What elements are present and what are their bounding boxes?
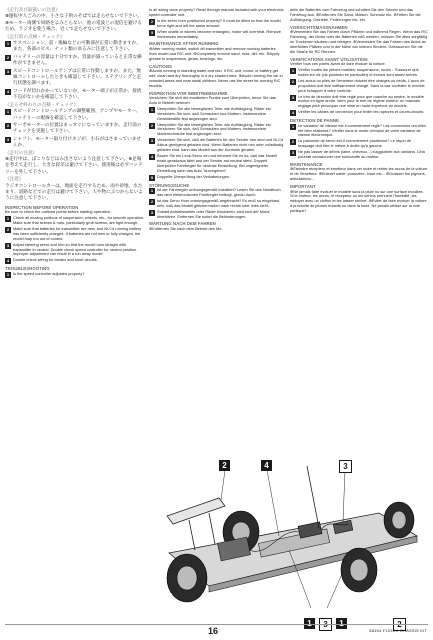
list-item-text: サーボモーターの位置はまっすぐになっていますか。走行前のチェックを実施して下さい。 [13,122,142,135]
paragraph: ⊕Avoid running in standing water and rain. If R/C unit, motor, or battery get wet, clean and dry thoroughly in a dry shaded area. ⊕Avoid running the car in crowded areas and near small children. Never use the street for running R/C models. [149,67,283,88]
list-item-text: Is the servo horn positioned properly? It must be fitted so that the model turns right and left the same amount. [157,17,281,28]
paragraph: ⊕Entfernen Sie nach dem Betrieb des Mo- [149,225,223,231]
list-item-text: Sobald Antriebswellen oder Räder blockieren, wird sich der Motor überhitzen. Entfernen Sie sofort die Behinderungen. [157,208,270,219]
step-number-badge: 4 [291,110,295,116]
list-item [5,41,145,54]
list-item [290,95,428,110]
en-checklist [5,216,145,264]
list-item [149,123,284,138]
list-item [5,69,145,88]
jp-heading-running-caution: 《走行及び取扱いの注意》 [5,8,61,13]
list-item-text: Le variateur de vitesse est-il correctement réglé? Les connexions ont-elles été bien réalisées? Vérifier dans le mode d'emploi de votre variateur de vitesse électronique. [298,122,427,138]
jp-heading-driving-notes: 《走行の注意》 [5,150,38,156]
list-item-text: Versichern Sie sich, daß die Batterien für den Sender neu sind und Ni-Cd Akkus genügend geladen sind. Wenn Batterien nicht neu oder vollständig geladen sind, kann das Modell aus der Kontrolle geraten. [157,137,284,153]
step-number-badge: 2 [6,226,10,232]
list-item-text: Ist das Servo Horn ordnungsgemäß angebracht? Es muß so eingebaut sein, daß das Modell gleichermaßen nach rechts oder links zieht. [157,197,280,208]
paragraph: dells die Batterien vom Fahrzeug und schalten Sie den Sender und das Fahrzeug aus. ⊕Entfernen Sie Sand, Matsch, Schmutz etc. ⊕Fetten Sie die Aufhängung, Getriebe, Federungen etc. ein. [290,7,421,22]
step-number-badge: 1 [150,106,154,112]
list-item-text: Check all moving portions of suspension, wheels, etc., for smooth operation. Make sure that screws & nuts, particularly grub screws, are tight enough. [13,215,145,225]
heading-stoerungssuche: STÖRUNGSSUCHE [149,182,190,188]
list-item-text: コードが切れかかっていないか、モーター端子が正常か、接続不良がないかを確認して下さい。 [13,88,142,101]
list-item-text: Ist der Fahrtregler ordnungsgemäß installiert? Lesen Sie das Handbuch, das dem elektronischen Fahrtregler beiliegt, genau durch. [157,187,282,197]
list-item [149,188,284,198]
chassis-drawing [149,458,428,618]
callout-number: 1 [336,618,347,629]
heading-wartung: WARTUNG NACH DEM FAHREN [149,221,216,227]
list-item-text: Bauen Sie ein Lenk-Servo ein und trimmen Sie es so, daß das Modell exakt geradeaus fährt und der Sender auf neutral steht. Doppelt überprüfen Fahrtregler für neutrale Einstellung. Bei ungeeigneter Einstellung kann das Auto "durchgehen". [157,152,278,173]
step-number-badge: 3 [291,150,295,156]
paragraph: ⊕Eteindre récepteur et émetteur dans cet ordre et retirer les accus de la voiture et de l'émetteur. ⊕Enlever sable, poussière, boue etc... ⊕Graisser les pignons, articulations... [290,166,428,182]
list-item [5,55,145,68]
step-number-badge: 1 [6,216,10,222]
column-right [290,8,428,215]
step-number-badge: 4 [150,153,154,159]
troubleshooting-list-continued [149,19,284,40]
step-number-badge: 3 [150,29,154,35]
jp-checklist [5,41,145,102]
list-item-text: スピードコントロールアンプの調整範囲、アンプやモーター、バッテリーの配線を確認して下さい。 [13,109,141,121]
list-item-text: バッテリーの容量は十分ですか。容量が減っていると正常な操作ができません。 [13,54,142,67]
paragraph: Be sure to check the outlined points before starting operation. [5,209,111,215]
step-number-badge: 3 [291,94,295,100]
page-number: 16 [208,626,219,636]
list-item [149,210,284,220]
step-number-badge: 2 [150,122,154,128]
step-number-badge: 1 [291,123,295,129]
list-item [5,109,145,122]
step-number-badge: 4 [6,258,10,264]
heading-troubleshooting: TROUBLESHOOTING [5,266,50,272]
heading-maintenance-fr: MAINTENANCE [290,161,323,167]
jp-paragraph: ⊕運転中人ごみの中、小さな子供のそばでは走らせないで下さい。⊕モーター両側で回路をよみとらない、他の電波との混信を避けるため、ラジオを使う場合、近くで走らせないで下さい。 [5,14,142,33]
step-number-badge: 2 [6,54,10,60]
list-item-text: Le palonnier de servo est-il correctement positionné? Le rayon de braquage doit être le même à droite qu'à gauche. [298,138,412,149]
list-item [149,19,284,29]
step-number-badge: 1 [6,41,10,47]
footer-divider [5,624,428,625]
list-item [5,227,145,242]
list-item-text: Is the speed controller adjusted properly? [13,270,85,276]
list-item [290,79,428,94]
list-item [149,175,284,181]
paragraph: ⊕Vermeiden Sie das Fahren durch Pfützen und während Regen. Wenn das R/C Fahrzeug, der Motor oder die Batterien naß werden, müssen Sie alles sorgfältig im Trockenen säubern und reinigen. ⊕Vermeiden Sie das Fahren des Autos an überfüllten Plätzen und in der Nähe von kleinen Kindern. Gebrauchen Sie nie die Straße für RC Rennen. [290,29,428,54]
heading-inspektion: INSPEKTION VOR INBETRIEBNAHME [149,90,228,96]
list-item-text: Überprüfen Sie alle beweglichen Teile, wie Aufhängung, Räder etc. Versichern Sie sich, daß Schrauben und Muttern, insbesondere Gewindestifte fest angezogen sind. [157,105,272,121]
column-left [5,8,145,279]
list-item [5,243,145,258]
list-item [290,110,428,116]
jp-checklist-2 [5,109,145,149]
step-number-badge: 3 [6,242,10,248]
heading-cautions: CAUTIONS [149,63,172,69]
list-item-text: スピードコントロールアンプは正常に作動しますか。また、無線コントロールしたときも確認して下さい。ステアリングと走行状態を調べます。 [13,68,142,87]
step-number-badge: 5 [150,174,154,180]
list-item-text: Adjust steering servo and trim so that the model runs straight with transmitter in neutral. Double check speed controller for neutral position. Improper adjustment can result in a run away model. [13,241,138,257]
jp-paragraph: ラジオコントロールカーは、地面を走行するため、雨や砂地、水たまり、道路などでの走行は避けて下さい。人や物にぶつからないように注意して下さい。 [5,183,143,202]
list-item [5,272,145,278]
de-troubleshooting-list [149,188,284,219]
list-item [290,139,428,149]
list-item [149,30,284,40]
list-item [149,107,284,122]
chassis-illustration [149,458,428,618]
jp-heading-pre-check: 《走行前の点検・チェック》 [5,34,65,40]
fr-troubleshooting-list [290,124,428,160]
step-number-badge: 3 [150,138,154,144]
de-checklist [149,107,284,181]
list-item-text: Double check wiring for breaks and short circuits. [13,257,98,263]
paragraph: ⊕Ne jamais faire évoluer le modèle sous la pluie ou sur une surface mouillée. Si le moteur, les accus, le récepteur ou les servos prennent l'humidité, les nettoyer avec un chiffon et les laisser sécher. ⊕Eviter de faire évoluer la voiture à proximité de jeunes enfants ou dans la foule. Ne jamais utiliser sur la voie publique! [290,188,427,214]
step-number-badge: 2 [291,139,295,145]
step-number-badge: 2 [6,122,10,128]
list-item [290,68,428,78]
list-item [290,124,428,139]
list-item-text: Les accus ou piles de l'émetteur doivent être chargés ou neufs. L'accu de propulsion doit être suffisamment chargé. Sans la cas contraire le modèle peut échapper à votre contrôle. [298,77,425,93]
list-item [5,137,145,150]
list-item-text: Vérifier les câbles de connexion pour éviter les ruptures et courts-circuits. [298,109,425,115]
column-middle [149,8,284,233]
heading-important: IMPORTANT [290,184,316,190]
step-number-badge: 2 [291,78,295,84]
step-number-badge: 4 [6,88,10,94]
list-item [290,150,428,160]
list-item [5,89,145,102]
list-item-text: Le trim de direction doit être réglé pour que manche au neutre, le modèle évolue en ligne droite. Idem pour le trim de régime moteur: un mauvais réglage peut provoquer une mise en route imprévue du modèle. [298,93,424,109]
step-number-badge: 1 [291,67,295,73]
list-item-text: シャフト、モーター取り付けネジが、小石がはさまっていませんか。 [13,136,141,149]
list-item-text: Doppelte Überprüfung der Verkabelungen. [157,173,231,179]
callout-number: 3 [319,618,332,631]
list-item [149,154,284,174]
list-item-text: サスペンション、前・後輪などの可動部が正常に動きますか。また、各部のビス、ナット類のゆるみに注意して下さい。 [13,41,141,53]
paragraph: Is all wiring done properly? Read through manual included with your electronic speed controller unit. [149,7,284,17]
list-item-text: Ne pas laisser de débris (laine, cheveux...) s'agglutiner aux cardans. Cela pourrait occasionner une surchauffe du moteur. [298,149,425,160]
list-item [149,199,284,209]
list-item [5,123,145,136]
heading-verifications: VERIFICATIONS AVANT UTILISATION [290,56,368,62]
jp-heading-post-check: 《走らせ終わりの点検・チェック》 [5,102,79,108]
heading-maintenance-after-running: MAINTENANCE AFTER RUNNING [149,41,219,47]
list-item-text: Vérifier toutes les pièces mobiles: suspensions, roues... S'assurer que toutes les vis (vis pointeau en particulier) et écrous sont assez serrés. [298,66,419,77]
step-number-badge: 2 [150,18,154,24]
list-item-text: When shafts or wheels become entangled, motor will overheat. Remove hindrances immediately. [157,28,281,39]
heading-vorsichtsmassnahmen: VORSICHTSMASSNAHMEN [290,24,348,30]
callout-number: 2 [219,460,230,471]
list-item [5,216,145,226]
step-number-badge: 1 [6,109,10,115]
callout-number: 4 [261,460,272,471]
model-code: 58194 F103RX CHASSIS KIT [369,628,427,633]
fr-checklist [290,68,428,116]
callout-number: 3 [339,460,352,473]
jp-heading-notes: 《注意》 [5,177,24,183]
callout-number: 2 [393,618,406,631]
paragraph: Vérifier tous ces points avant de faire évoluer la voiture. [290,61,386,67]
heading-inspection-before-operation: INSPECTION BEFORE OPERATION [5,204,79,210]
jp-paragraph: ⊕走行中は、ぼこりなどはみ出さないよう注意して下さい。⊕足場を考えて走行し、大きな段差は避けて下さい。使用後は必ずバッテリーを外して下さい。 [5,156,143,175]
step-number-badge: 3 [6,136,10,142]
heading-detection-de-panne: DETECTION DE PANNE [290,118,339,124]
step-number-badge: 3 [6,68,10,74]
step-number-badge: 3 [150,209,154,215]
list-item-text: Überprüfen Sie alle beweglichen Teile, wie Aufhängung, Räder etc. Versichern Sie sich, daß Schrauben und Muttern, insbesondere Madenschraube fest angezogen sind. [157,121,272,137]
list-item [149,138,284,153]
callout-number: 1 [304,618,315,629]
paragraph: Versichern Sie sich die erwähnten Punkte zum Überprüfen, bevor Sie das Auto in Betrieb nehmen. [149,95,276,105]
list-item [5,258,145,264]
step-number-badge: 1 [6,271,10,277]
en-troubleshooting-list [5,272,145,278]
list-item-text: Make sure that batteries for transmitter are new, and Ni-Cd running battery has been sufficiently charged. If batteries are not new or fully charged, the model may run out of control. [13,225,142,241]
step-number-badge: 1 [150,188,154,193]
paragraph: ⊕After running model, switch off transmitter and remove running batteries from model and R/C unit. ⊕Completely remove sand, mud, dirt, etc. ⊕Apply grease to suspension, gears, bearings, etc. [149,45,280,61]
step-number-badge: 2 [150,198,154,204]
